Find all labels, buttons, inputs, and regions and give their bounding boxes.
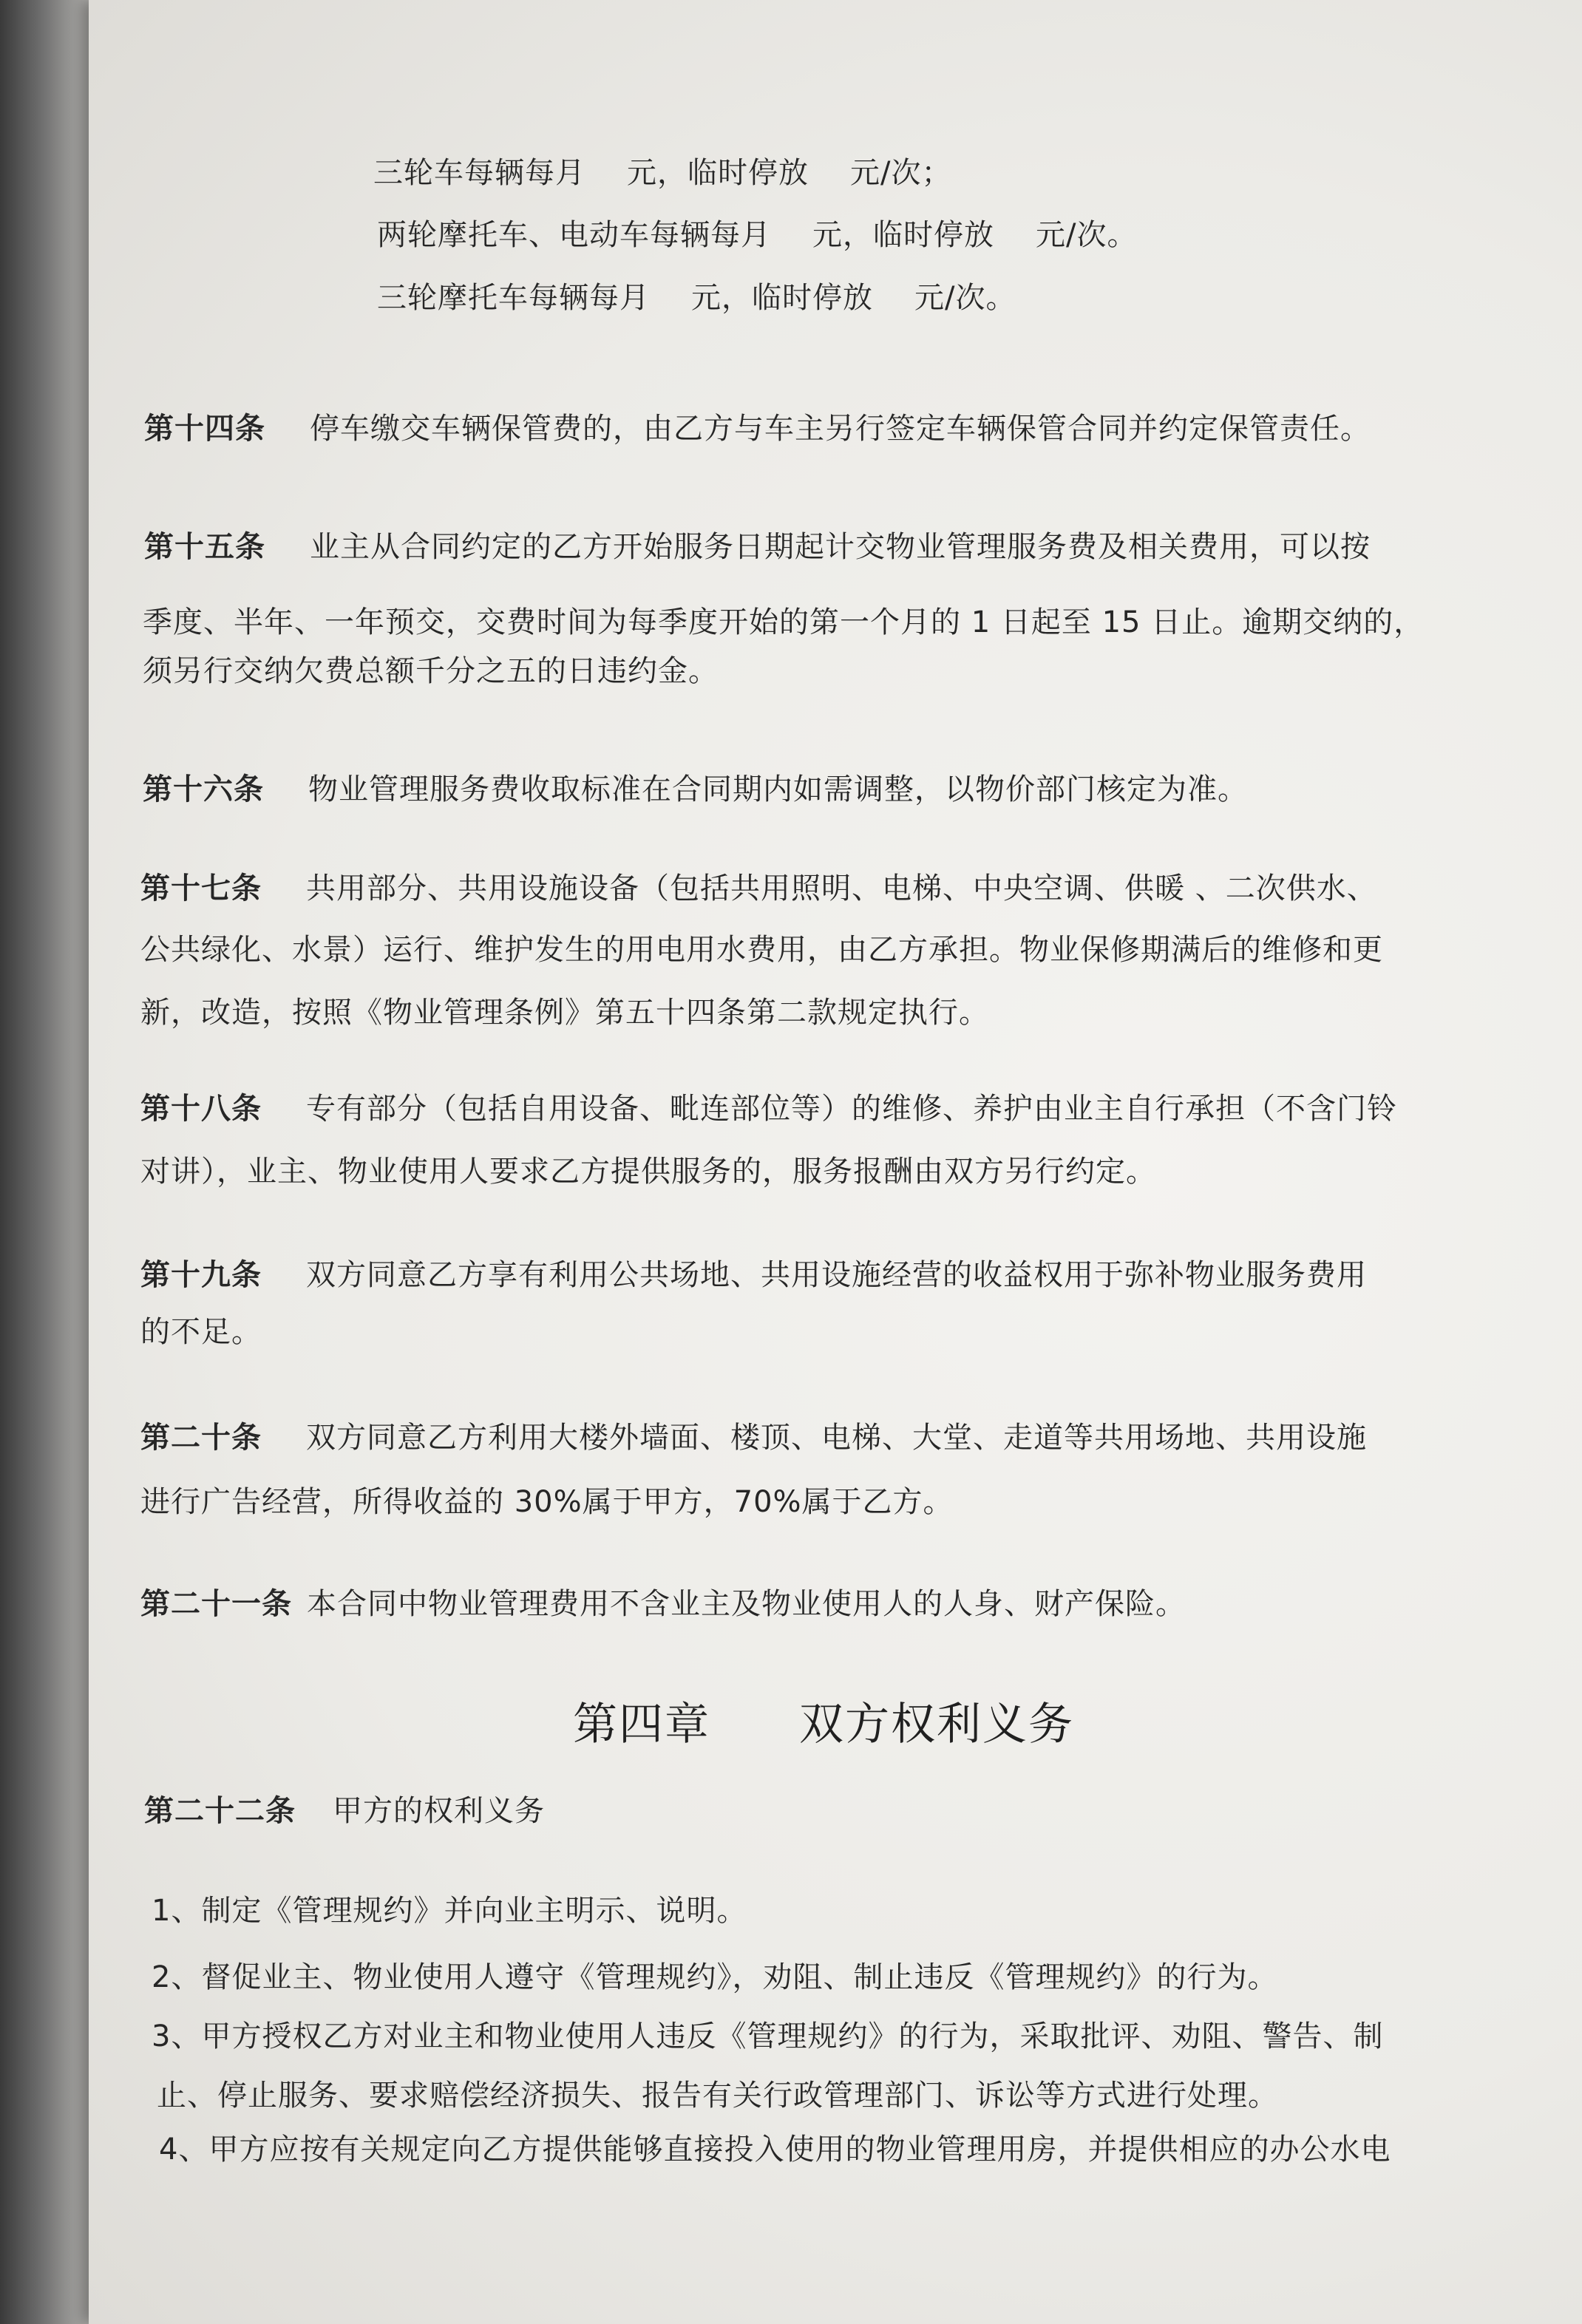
- chapter-title: 双方权利义务: [799, 1699, 1074, 1750]
- chapter-number: 第四章: [573, 1699, 710, 1750]
- article-text: 双方同意乙方利用大楼外墙面、楼顶、电梯、大堂、走道等共用场地、共用设施: [306, 1421, 1367, 1455]
- article-17-line-2: [140, 935, 1383, 965]
- article-title: 甲方的权利义务: [333, 1794, 545, 1828]
- article-18-line-1: [140, 1094, 1397, 1124]
- article-text: 对讲），业主、物业使用人要求乙方提供服务的，服务报酬由双方另行约定。: [140, 1155, 1156, 1189]
- article-text: 业主从合同约定的乙方开始服务日期起计交物业管理服务费及相关费用，可以按: [310, 530, 1371, 564]
- fee-per-use: 元/次。: [1036, 218, 1138, 252]
- article-15-line-2: [143, 605, 1425, 639]
- article-label: 第二十二条: [144, 1794, 296, 1828]
- article-19-line-1: [140, 1260, 1367, 1290]
- article-label: 第十七条: [140, 872, 262, 906]
- article-15-line-1: [144, 532, 1371, 562]
- fee-per-use: 元/次。: [914, 281, 1016, 315]
- fee-line-tri-motorbike: [377, 283, 1016, 313]
- article-17-line-3: [140, 996, 989, 1030]
- list-item-text: 3、甲方授权乙方对业主和物业使用人违反《管理规约》的行为，采取批评、劝阻、警告、制: [152, 2019, 1384, 2053]
- article-20-line-2: [140, 1487, 954, 1517]
- article-text: 公共绿化、水景）运行、维护发生的用电用水费用，由乙方承担。物业保修期满后的维修和更: [140, 933, 1383, 967]
- article-label: 第二十条: [140, 1421, 262, 1455]
- article-text: 进行广告经营，所得收益的 30%属于甲方，70%属于乙方。: [140, 1485, 954, 1519]
- article-text: 本合同中物业管理费用不含业主及物业使用人的人身、财产保险。: [307, 1587, 1186, 1621]
- fee-line-motorbike: [377, 220, 1137, 250]
- fee-unit: 元，临时停放: [691, 281, 873, 315]
- article-text: 专有部分（包括自用设备、毗连部位等）的维修、养护由业主自行承担（不含门铃: [306, 1092, 1397, 1126]
- fee-label: 三轮车每辆每月: [373, 156, 585, 190]
- article-text: 共用部分、共用设施设备（包括共用照明、电梯、中央空调、供暖 、二次供水、: [306, 872, 1377, 906]
- article-19-line-2: [140, 1317, 262, 1347]
- article-22: [144, 1796, 545, 1826]
- article-text: 的不足。: [140, 1315, 262, 1349]
- article-14: [144, 414, 1371, 444]
- fee-per-use: 元/次；: [850, 156, 952, 190]
- fee-unit: 元，临时停放: [627, 156, 809, 190]
- list-item-text: 2、督促业主、物业使用人遵守《管理规约》，劝阻、制止违反《管理规约》的行为。: [152, 1960, 1278, 1994]
- list-item-text: 4、甲方应按有关规定向乙方提供能够直接投入使用的物业管理用房，并提供相应的办公水电: [159, 2133, 1391, 2167]
- article-text: 季度、半年、一年预交，交费时间为每季度开始的第一个月的 1 日起至 15 日止。逾期交纳的，: [143, 605, 1425, 639]
- article-20-line-1: [140, 1421, 1367, 1455]
- article-label: 第十九条: [140, 1258, 262, 1292]
- article-label: 第十六条: [143, 772, 264, 806]
- article-text: 双方同意乙方享有利用公共场地、共用设施经营的收益权用于弥补物业服务费用: [306, 1258, 1367, 1292]
- article-text: 物业管理服务费收取标准在合同期内如需调整，以物价部门核定为准。: [308, 772, 1248, 806]
- list-item-text: 止、停止服务、要求赔偿经济损失、报告有关行政管理部门、诉讼等方式进行处理。: [157, 2079, 1278, 2113]
- article-18-line-2: [140, 1155, 1156, 1189]
- article-label: 第二十一条: [140, 1587, 292, 1621]
- article-text: 须另行交纳欠费总额千分之五的日违约金。: [143, 654, 719, 688]
- fee-label: 两轮摩托车、电动车每辆每月: [377, 218, 771, 252]
- article-15-line-3: [143, 656, 719, 686]
- fee-line-tricycle: [373, 158, 951, 188]
- list-item-2: [152, 1960, 1278, 1994]
- article-16: [143, 772, 1248, 806]
- list-item-3-line-2: [157, 2079, 1278, 2113]
- article-label: 第十八条: [140, 1092, 262, 1126]
- fee-unit: 元，临时停放: [812, 218, 994, 252]
- article-label: 第十四条: [144, 412, 265, 446]
- fee-label: 三轮摩托车每辆每月: [377, 281, 650, 315]
- article-17-line-1: [140, 872, 1377, 906]
- article-text: 新，改造，按照《物业管理条例》第五十四条第二款规定执行。: [140, 996, 989, 1030]
- list-item-4: [159, 2133, 1391, 2167]
- article-label: 第十五条: [144, 530, 265, 564]
- list-item-text: 1、制定《管理规约》并向业主明示、说明。: [152, 1894, 747, 1928]
- list-item-3-line-1: [152, 2019, 1384, 2053]
- article-text: 停车缴交车辆保管费的，由乙方与车主另行签定车辆保管合同并约定保管责任。: [310, 412, 1371, 446]
- article-21: [140, 1589, 1186, 1619]
- list-item-1: [152, 1896, 747, 1926]
- chapter-heading: [573, 1689, 1074, 1753]
